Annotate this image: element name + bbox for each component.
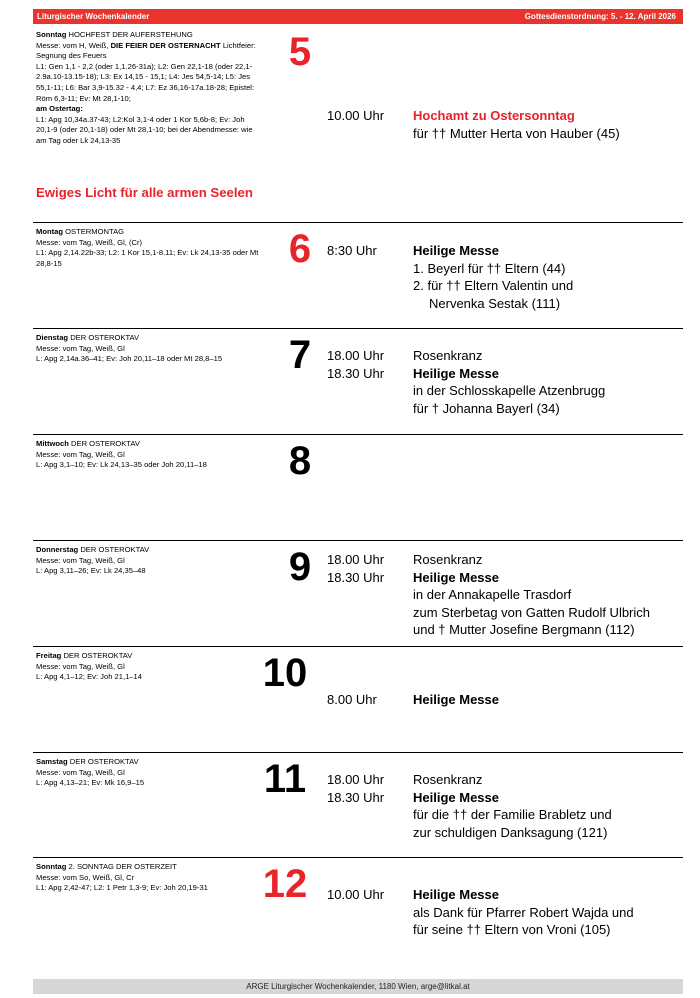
day-number: 8 (288, 439, 312, 483)
mass-info: Messe: vom Tag, Weiß, Gl (36, 343, 125, 353)
service-intention: als Dank für Pfarrer Robert Wajda und (413, 904, 634, 920)
readings: L1: Apg 2,42-47; L2: 1 Petr 1,3-9; Ev: Joh 20,19-31 (36, 883, 208, 893)
service-intention: zum Sterbetag von Gatten Rudolf Ulbrich (413, 604, 651, 620)
service-title: Heilige Messe (413, 569, 499, 585)
service-time: 8.00 Uhr (327, 692, 377, 707)
service-item (327, 691, 677, 709)
service-intention: für † Johanna Bayerl (34) (413, 400, 560, 416)
day-name: Montag (36, 227, 63, 236)
day-info (36, 439, 262, 471)
service-list (327, 107, 677, 142)
day-season: 2. SONNTAG DER OSTERZEIT (68, 862, 177, 871)
service-title: Heilige Messe (413, 243, 499, 258)
service-intention: 2. für †† Eltern Valentin und (413, 278, 574, 294)
day-block-11 (33, 752, 683, 857)
mass-info: Messe: vom Tag, Weiß, Gl, (Cr) (36, 237, 143, 247)
readings: L1: Apg 2,14.22b-33; L2: 1 Kor 15,1-8.11; Ev: Lk 24,13-35 oder Mt 28,8-15 (36, 248, 259, 268)
service-title: Heilige Messe (413, 887, 499, 902)
day-season: DER OSTEROKTAV (63, 651, 133, 660)
service-item (327, 107, 677, 125)
service-title: Heilige Messe (413, 365, 499, 381)
day-info (36, 30, 262, 147)
day-season: DER OSTEROKTAV (71, 439, 140, 448)
service-time: 18.30 Uhr (327, 789, 385, 805)
header-date-range: Gottesdienstordnung: 5. - 12. April 2026 (524, 12, 676, 21)
service-time: 18.00 Uhr (327, 552, 385, 567)
service-item (327, 789, 677, 807)
mass-info: Messe: vom H, Weiß, (36, 40, 109, 50)
service-intention: Nervenka Sestak (111) (429, 295, 561, 311)
service-list (327, 886, 677, 939)
service-title: Rosenkranz (413, 348, 483, 363)
service-item (327, 365, 677, 383)
service-item (327, 771, 677, 789)
day-season: DER OSTEROKTAV (80, 545, 150, 554)
service-time: 10.00 Uhr (327, 108, 385, 123)
day-info (36, 227, 262, 269)
service-intention: 1. Beyerl für †† Eltern (44) (413, 260, 566, 276)
service-item (327, 886, 677, 904)
service-list (327, 347, 677, 417)
readings: L: Apg 2,14a.36–41; Ev: Joh 20,11–18 oder Mt 28,8–15 (36, 354, 223, 364)
day-season: HOCHFEST DER AUFERSTEHUNG (68, 30, 193, 39)
day-name: Sonntag (36, 30, 67, 39)
day-info (36, 757, 262, 789)
page-footer: ARGE Liturgischer Wochenkalender, 1180 Wien, arge@litkal.at (33, 979, 683, 994)
service-time: 18.30 Uhr (327, 569, 385, 585)
day-block-10 (33, 646, 683, 752)
day-season: DER OSTEROKTAV (70, 333, 140, 342)
service-intention: für seine †† Eltern von Vroni (105) (413, 922, 611, 938)
day-season: DER OSTEROKTAV (69, 757, 139, 766)
service-list (327, 691, 677, 709)
service-item (327, 569, 677, 587)
service-time: 10.00 Uhr (327, 887, 385, 902)
day-block-8 (33, 434, 683, 540)
header-title: Liturgischer Wochenkalender (37, 12, 150, 21)
service-list (327, 551, 677, 639)
day-info (36, 545, 262, 577)
page-header (33, 9, 683, 24)
eternal-light-note: Ewiges Licht für alle armen Seelen (36, 185, 253, 200)
day-number: 7 (288, 333, 312, 377)
service-time: 18.30 Uhr (327, 365, 385, 381)
service-list (327, 242, 677, 312)
service-intention: in der Schlosskapelle Atzenbrugg (413, 383, 606, 399)
day-info (36, 651, 262, 683)
day-info (36, 862, 262, 894)
mass-info: Messe: vom Tag, Weiß, Gl (36, 555, 125, 565)
mass-highlight: DIE FEIER DER OSTERNACHT (110, 40, 221, 50)
service-title: Rosenkranz (413, 772, 483, 787)
readings: L: Apg 4,1–12; Ev: Joh 21,1–14 (36, 672, 142, 682)
service-title: Heilige Messe (413, 692, 499, 707)
day-name: Sonntag (36, 862, 67, 871)
mass-suffix: Lichtfeier: Segnung des Feuers (36, 40, 256, 61)
day-info (36, 333, 262, 365)
day-number: 6 (288, 227, 312, 271)
service-item (327, 347, 677, 365)
day-name: Mittwoch (36, 439, 69, 448)
readings: L: Apg 3,11–26; Ev: Lk 24,35–48 (36, 566, 146, 576)
readings: L: Apg 3,1–10; Ev: Lk 24,13–35 oder Joh 20,11–18 (36, 460, 207, 470)
mass-info: Messe: vom Tag, Weiß, Gl (36, 767, 125, 777)
day-block-12 (33, 857, 683, 975)
service-time: 18.00 Uhr (327, 348, 385, 363)
day-name: Freitag (36, 651, 62, 660)
readings: L1: Gen 1,1 - 2,2 (oder 1,1.26-31a); L2: Gen 22,1-18 (oder 22,1-2.9a.10-13.15-18); L3: Ex 14,15 - 15,1; L4: Jes 54,5-14; L5: Jes 55,1-11; L6: Bar 3,9-15.32 - 4,4; L7: Ez 36,16-17a.18-28; Epistel: Röm 6,3-11; Ev: Mt 28,1-10; (36, 61, 255, 103)
day-number: 12 (262, 862, 308, 906)
day-block-6 (33, 222, 683, 328)
service-intention: für †† Mutter Herta von Hauber (45) (413, 125, 620, 141)
day-number: 5 (288, 30, 312, 74)
service-intention: in der Annakapelle Trasdorf (413, 587, 572, 603)
day-block-9 (33, 540, 683, 646)
service-item (327, 551, 677, 569)
service-title: Hochamt zu Ostersonntag (413, 108, 575, 123)
service-title: Rosenkranz (413, 552, 483, 567)
ostertag-readings: L1: Apg 10,34a.37-43; L2:Kol 3,1-4 oder 1 Kor 5,6b-8; Ev: Joh 20,1-9 (oder 20,1-18) oder Mt 28,1-10; bei der Abendmesse: wie am Tag oder Lk 24,13-35 (36, 114, 253, 145)
ostertag-label: am Ostertag: (36, 104, 83, 114)
day-name: Donnerstag (36, 545, 79, 554)
service-intention: und † Mutter Josefine Bergmann (112) (413, 622, 635, 638)
service-intention: zur schuldigen Danksagung (121) (413, 824, 608, 840)
day-number: 10 (262, 651, 308, 695)
mass-info: Messe: vom Tag, Weiß, Gl (36, 661, 125, 671)
mass-info: Messe: vom Tag, Weiß, Gl (36, 449, 125, 459)
day-block-7 (33, 328, 683, 434)
service-intention: für die †† der Familie Brabletz und (413, 807, 612, 823)
day-number: 9 (288, 545, 312, 589)
mass-info: Messe: vom So, Weiß, Gl, Cr (36, 872, 135, 882)
day-name: Dienstag (36, 333, 69, 342)
service-title: Heilige Messe (413, 789, 499, 805)
readings: L: Apg 4,13–21; Ev: Mk 16,9–15 (36, 778, 145, 788)
service-list (327, 771, 677, 841)
service-time: 18.00 Uhr (327, 772, 385, 787)
day-number: 11 (263, 757, 307, 801)
service-item (327, 242, 677, 260)
service-time: 8:30 Uhr (327, 243, 377, 258)
day-name: Samstag (36, 757, 68, 766)
day-season: OSTERMONTAG (65, 227, 125, 236)
